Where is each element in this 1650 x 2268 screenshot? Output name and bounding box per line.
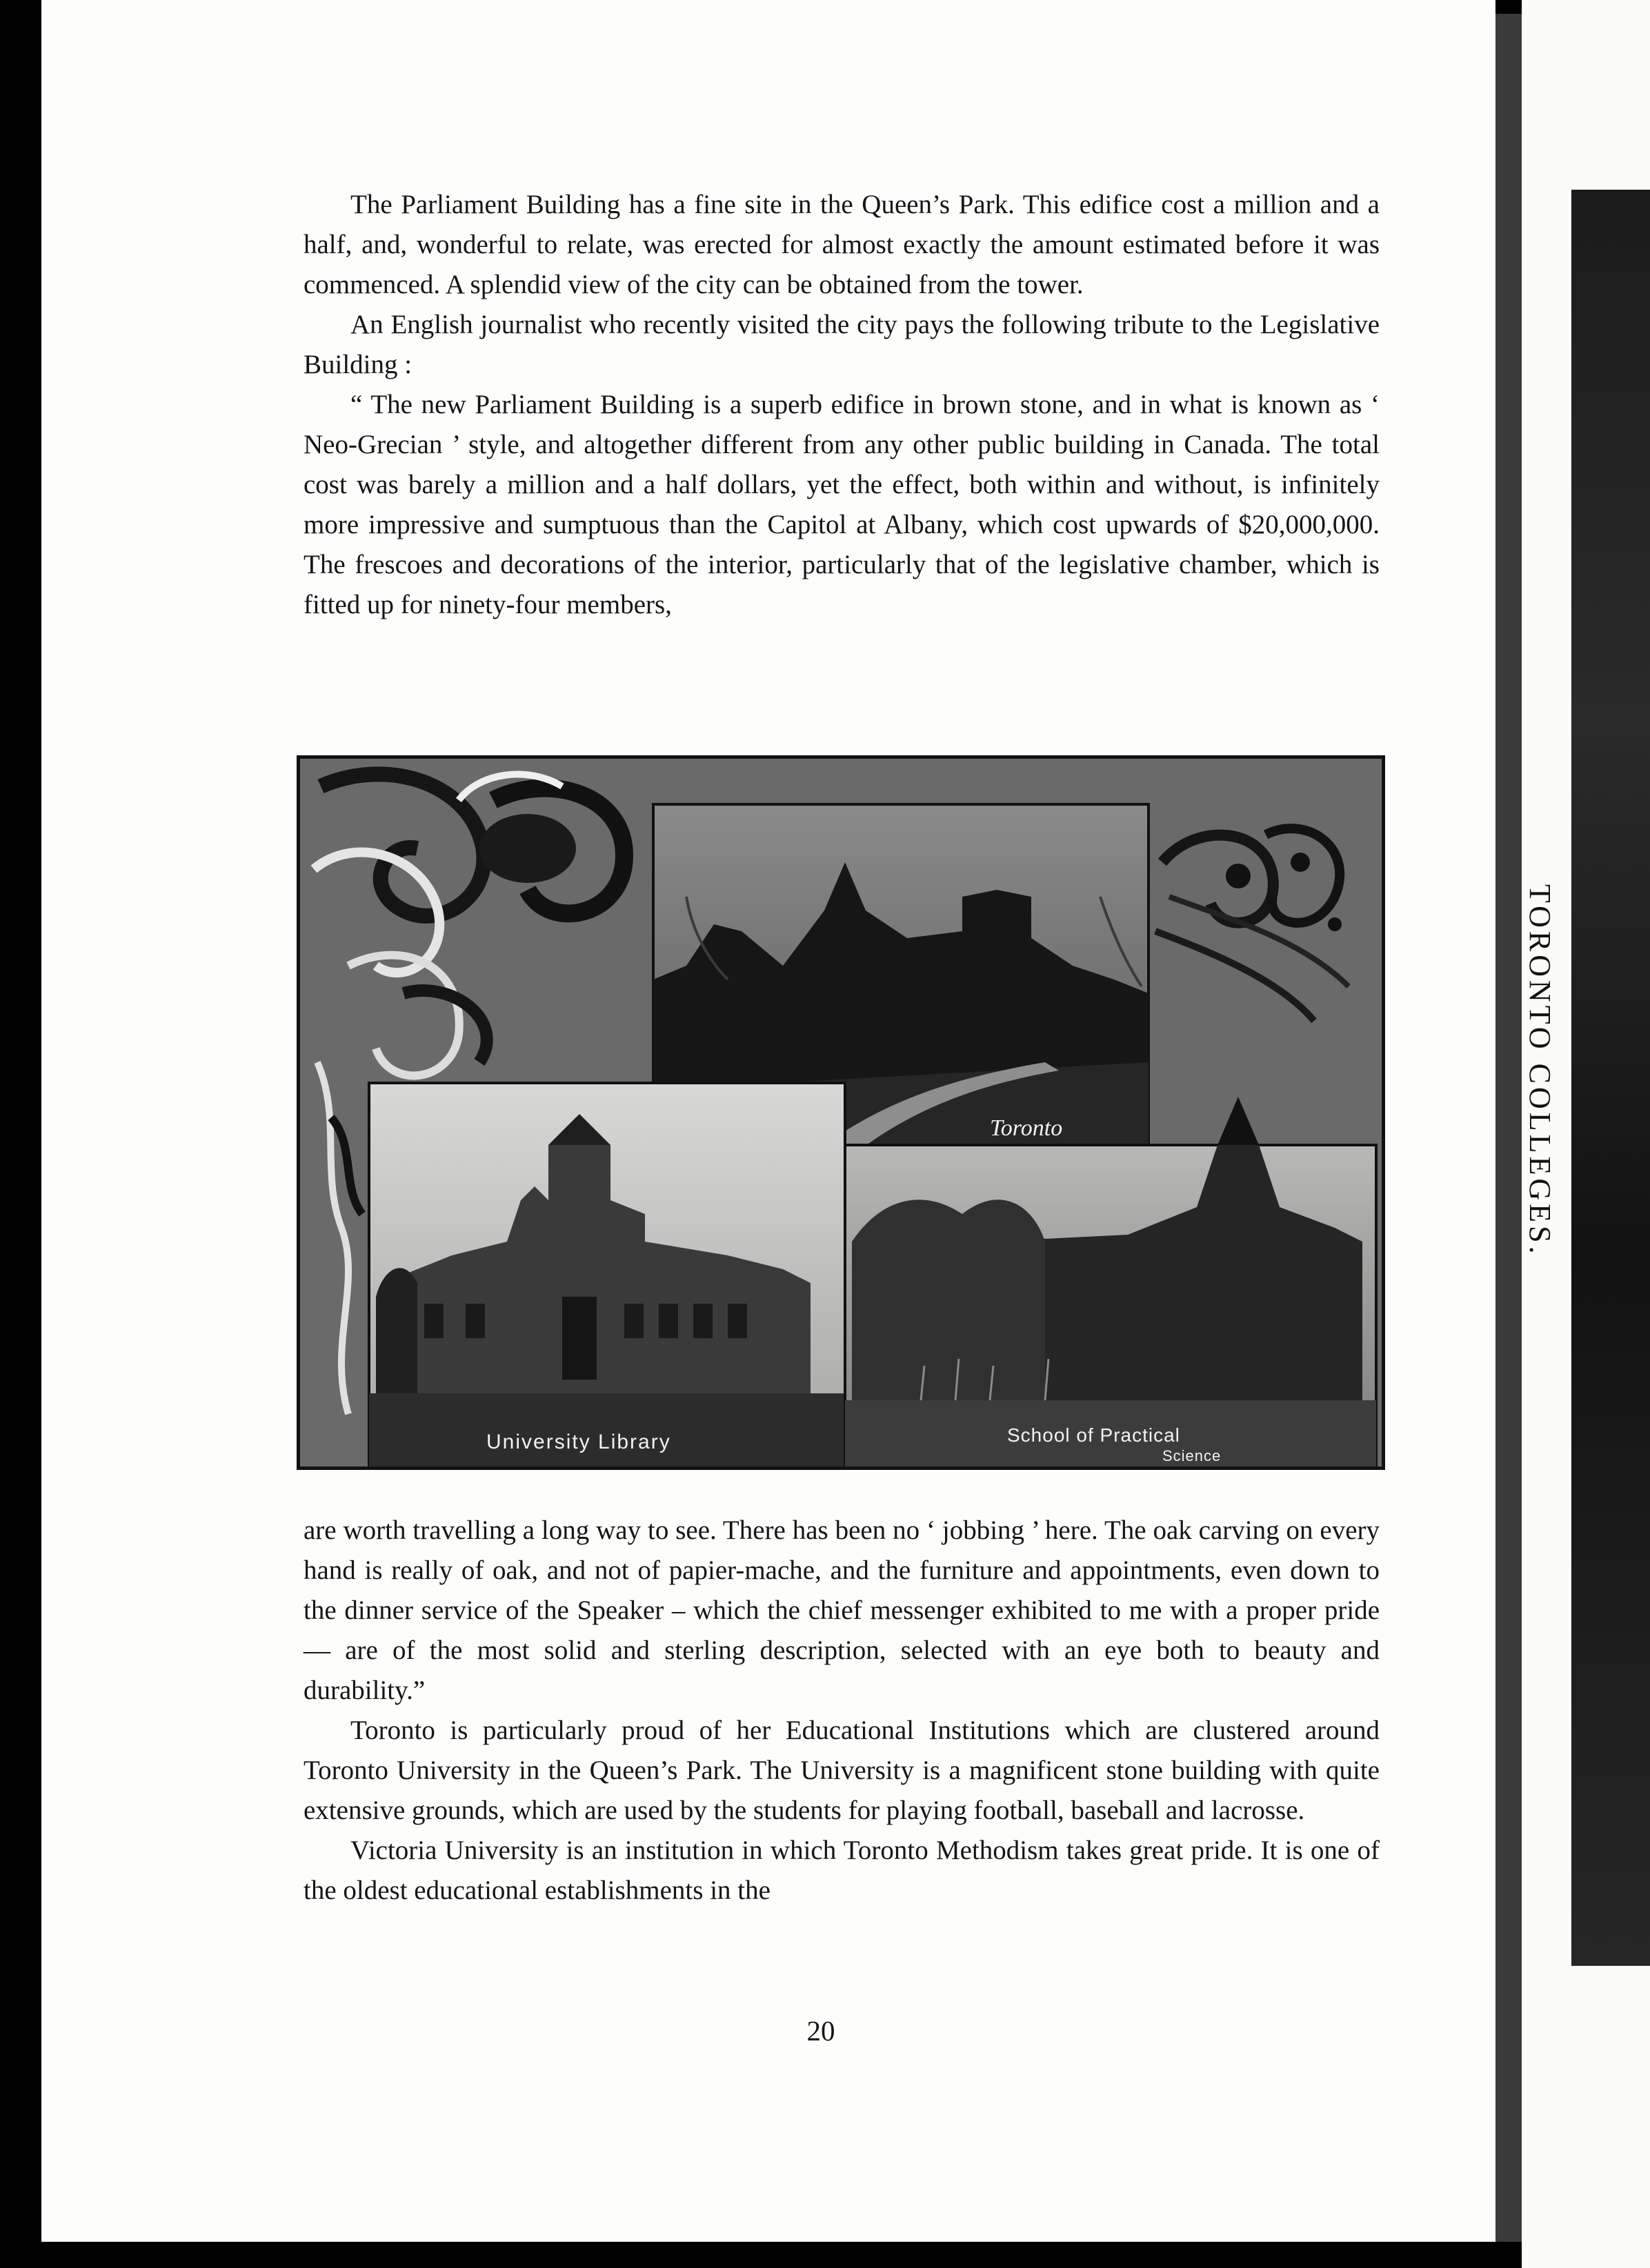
running-side-title: TORONTO COLLEGES. (1523, 884, 1557, 1257)
caption-library: University Library (486, 1431, 671, 1453)
facing-page-photo-edge (1571, 190, 1650, 1966)
caption-science-line1: School of Practical (1007, 1424, 1180, 1446)
text-block-top (304, 185, 1380, 625)
paragraph: An English journalist who recently visited the city pays the following tribute to the Legislative Building : (304, 310, 1380, 379)
paragraph: Victoria University is an institution in which Toronto Methodism takes great pride. It is one of the oldest educational establishments in the (304, 1836, 1380, 1905)
paragraph: Toronto is particularly proud of her Educational Institutions which are clustered around Toronto University in the Queen’s Park. The University is a magnificent stone building with quite extensive grounds, which are used by the students for playing football, baseball and lacrosse. (304, 1715, 1380, 1825)
paragraph-continued: are worth travelling a long way to see. There has been no ‘ jobbing ’ here. The oak carving on every hand is really of oak, and not of papier-mache, and the furniture and appointments, even down to the dinner service of the Speaker – which the chief messenger exhibited to me with a proper pride— are of the most solid and sterling description, selected with an eye both to beauty and durability.” (304, 1515, 1380, 1705)
caption-toronto-line1: Toronto (990, 1115, 1063, 1141)
caption-science-line2: Science (1162, 1447, 1222, 1464)
page-number: 20 (806, 2015, 835, 2047)
photo-school-of-practical-science (845, 1097, 1376, 1466)
text-block-bottom (304, 1511, 1380, 1911)
paragraph: The Parliament Building has a fine site in the Queen’s Park. This edifice cost a million and a half, and, wonderful to relate, was erected for almost exactly the amount estimated before it was commenced. A splendid view of the city can be obtained from the tower. (304, 190, 1380, 299)
photo-university-library (369, 1083, 845, 1466)
photo-plate (297, 755, 1385, 1470)
photo-collage (300, 759, 1382, 1466)
paragraph: “ The new Parliament Building is a superb edifice in brown stone, and in what is known as ‘ Neo-Grecian ’ style, and altogether different from any other public building in Canada. The total cost was barely a million and a half dollars, yet the effect, both within and without, is infinitely more impressive and sumptuous than the Capitol at Albany, which cost upwards of $20,000,000. The frescoes and decorations of the interior, particularly that of the legislative chamber, which is fitted up for ninety-four members, (304, 390, 1380, 619)
